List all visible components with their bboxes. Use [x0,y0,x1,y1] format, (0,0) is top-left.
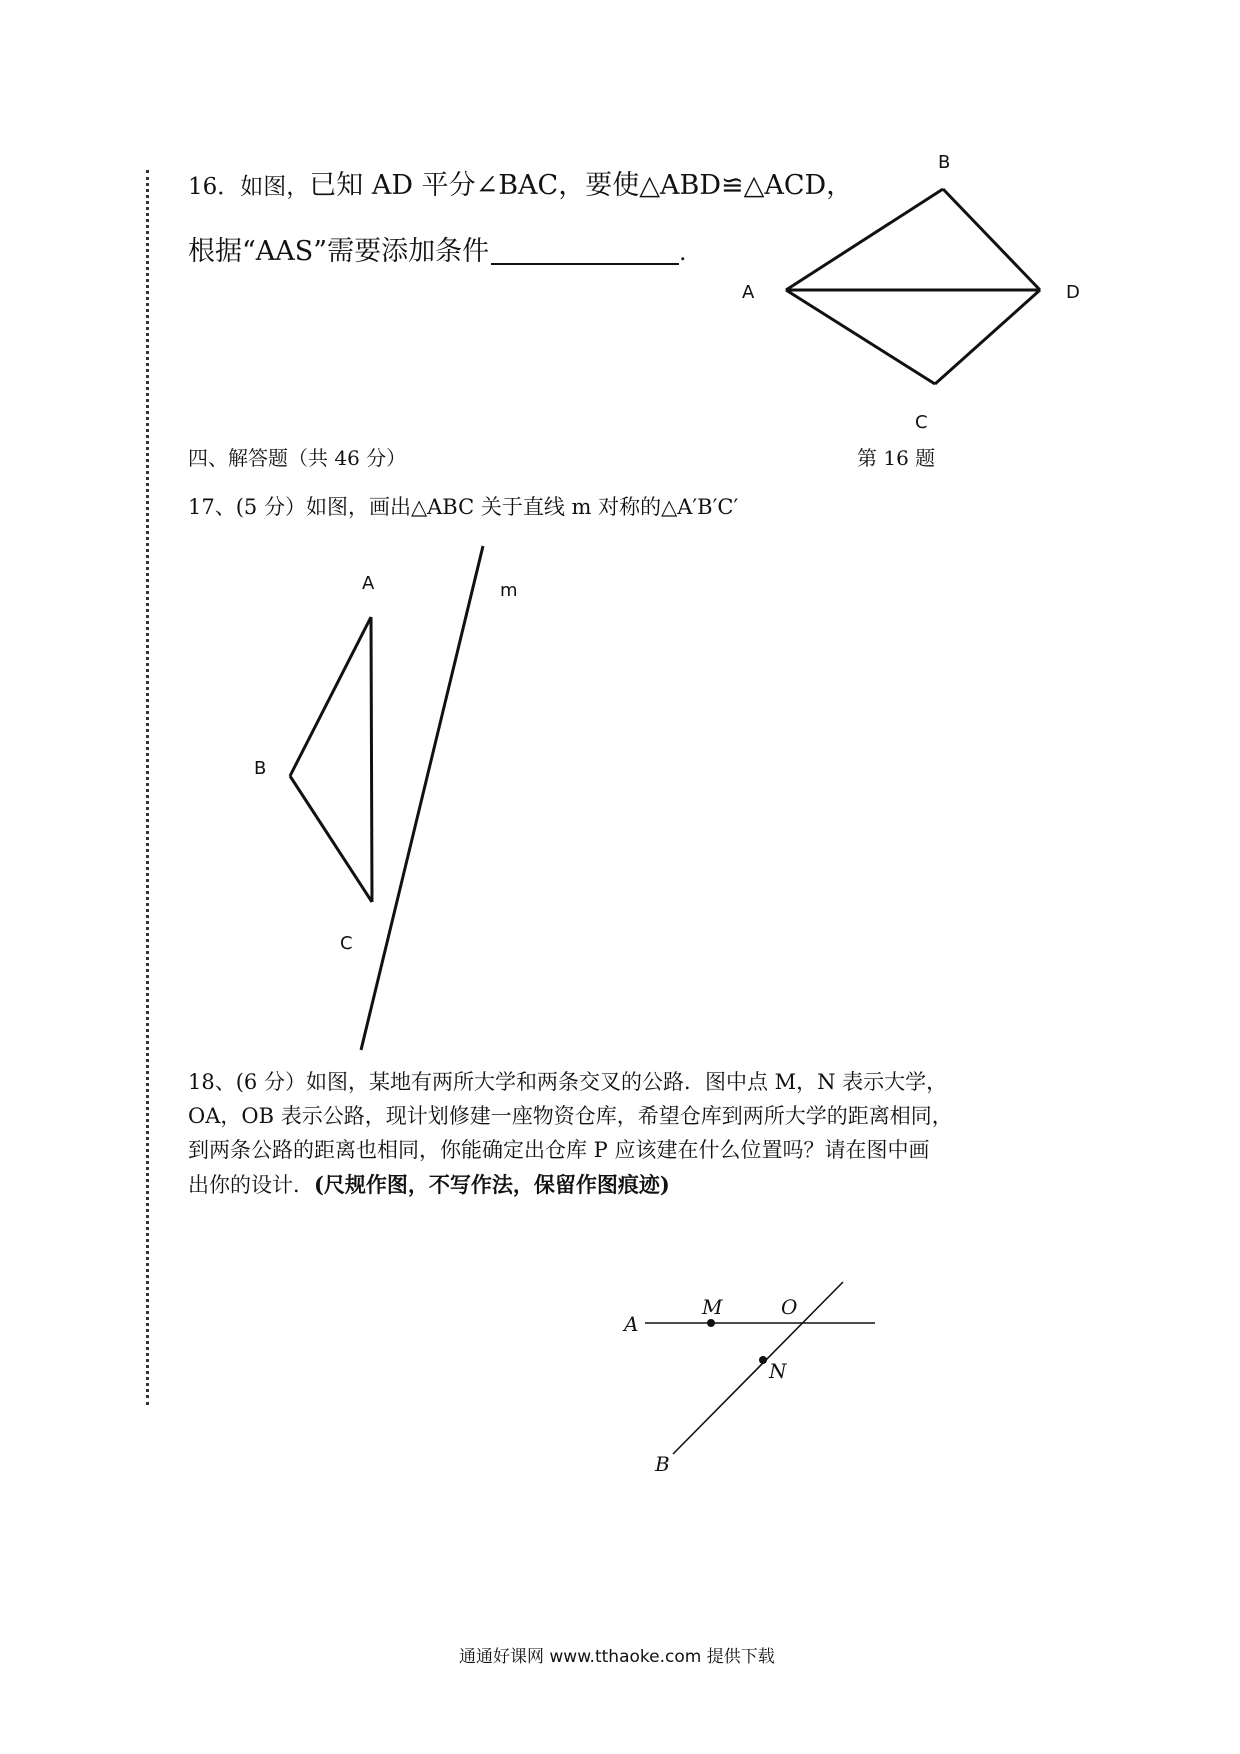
q16-condition-text: 已知 AD 平分∠BAC，要使△ABD≌△ACD， [309,170,854,201]
q16-label-b: B [938,152,951,173]
q18-road-ob [673,1282,843,1454]
q16-figure-caption: 第 16 题 [857,446,936,470]
q16-period: . [679,240,687,266]
q18-line3: 到两条公路的距离也相同，你能确定出仓库 P 应该建在什么位置吗？请在图中画 [188,1138,930,1162]
q16-label-c: C [915,412,928,433]
q18-figure [645,1282,875,1454]
q16-label-d: D [1066,282,1080,303]
q16-number: 16．如图， [188,174,310,200]
q18-line2: OA，OB 表示公路，现计划修建一座物资仓库，希望仓库到两所大学的距离相同， [188,1104,953,1128]
q17-segment-ac [371,617,372,902]
q17-label-a: A [362,573,375,594]
q18-point-m [707,1319,715,1327]
q18-label-o: O [781,1295,798,1319]
q16-label-a: A [742,282,755,303]
q18-line4-plain: 出你的设计． [188,1173,314,1197]
q16-segment-ac [786,290,935,384]
q17-segment-bc [290,776,372,902]
q17-label-m: m [500,580,518,601]
q18-line4 [188,1174,670,1196]
q17-segment-ab [290,617,371,776]
q18-label-a: A [624,1312,639,1336]
page-footer: 通通好课网 www.tthaoke.com 提供下载 [459,1647,775,1667]
q17-text: 17、(5 分）如图，画出△ABC 关于直线 m 对称的△A′B′C′ [188,495,739,519]
q18-line1: 18、(6 分）如图，某地有两所大学和两条交叉的公路．图中点 M，N 表示大学， [188,1070,948,1094]
q16-segment-ab [786,189,943,290]
q17-label-b: B [254,758,267,779]
q16-segment-bd [943,189,1040,290]
q18-point-n [759,1356,767,1364]
q17-label-c: C [340,933,353,954]
q18-construction-note: (尺规作图，不写作法，保留作图痕迹) [314,1172,670,1197]
q18-label-m: M [702,1295,723,1319]
q18-label-n: N [769,1359,787,1383]
q18-label-b: B [655,1452,670,1476]
q17-line-m [361,546,483,1050]
q16-figure [786,189,1040,384]
section4-title: 四、解答题（共 46 分） [188,446,407,470]
q16-segment-cd [935,290,1040,384]
q16-requirement-text: 根据“AAS”需要添加条件 [188,236,490,267]
q17-figure [290,546,483,1050]
